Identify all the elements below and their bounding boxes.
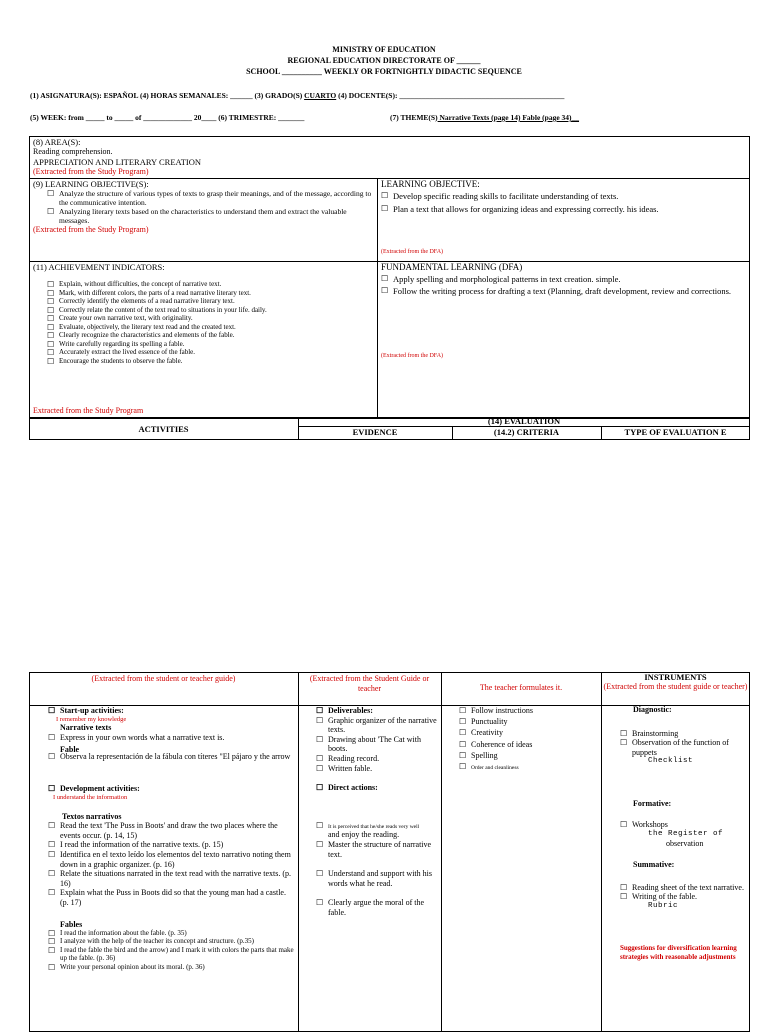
checkbox-icon: ☐ xyxy=(381,286,389,296)
list-item: ☐ Analyze the structure of various types of texts to grasp their meanings, and of the message, according to the communicative intention. xyxy=(47,189,372,208)
grade-value: CUARTO xyxy=(304,91,337,100)
checkbox-icon: ☐ xyxy=(48,732,56,742)
list-item: ☐ Write your personal opinion about its moral. (p. 36) xyxy=(48,962,205,972)
list-item: ☐ Observa la representación de la fábula con títeres "El pájaro y the arrow xyxy=(48,751,291,761)
fundamental-label: FUNDAMENTAL LEARNING (DFA) xyxy=(381,262,523,272)
list-item: ☐ Read the text 'The Puss in Boots' and draw the two places where the events occur. (p. 14, 15) xyxy=(48,821,278,840)
col-divider xyxy=(298,672,299,1032)
checkbox-icon: ☐ xyxy=(47,331,55,341)
checkbox-icon: ☐ xyxy=(381,203,389,213)
list-item: ☐ Apply spelling and morphological patterns in text creation. simple. xyxy=(381,273,621,284)
evaluation-header: (14) EVALUATION xyxy=(487,416,561,426)
learning-objective-dfa-list xyxy=(381,190,747,216)
development-label: ☐ Development activities: xyxy=(48,784,140,794)
checkbox-icon: ☐ xyxy=(47,288,55,298)
list-item: ☐ Observation of the function of puppets xyxy=(620,738,729,757)
learning-objective-label: (9) LEARNING OBJECTIVE(S): xyxy=(33,179,149,189)
area-source: (Extracted from the Study Program) xyxy=(33,166,149,176)
list-item: ☐ Follow the writing process for drafting a text (Planning, draft development, review and corrections. xyxy=(381,286,732,297)
checkbox-icon: ☐ xyxy=(316,839,324,849)
activities-column xyxy=(48,706,296,971)
checkbox-icon: ☐ xyxy=(459,706,467,715)
criteria-column xyxy=(459,705,599,773)
theme-value: Narrative Texts (page 14) Fable (page 34)__ xyxy=(437,113,580,122)
instruments-source: (Extracted from the student guide or teacher) xyxy=(603,682,748,692)
list-item: ☐ Clearly argue the moral of the fable. xyxy=(316,898,425,917)
checkbox-icon: ☐ xyxy=(316,763,324,773)
checkbox-icon: ☐ xyxy=(48,962,56,972)
learning-objective-source: (Extracted from the Study Program) xyxy=(33,225,149,235)
list-item: ☐ Master the structure of narrative text. xyxy=(316,839,432,859)
checkbox-icon: ☐ xyxy=(47,280,55,290)
checkbox-icon: ☐ xyxy=(47,339,55,349)
col-divider xyxy=(377,178,378,418)
list-item: ☐ Graphic organizer of the narrative texts. xyxy=(316,715,437,735)
area-line2: APPRECIATION AND LITERARY CREATION xyxy=(33,156,202,167)
checkbox-icon: ☐ xyxy=(316,783,324,793)
startup-sub: I remember my knowledge xyxy=(56,715,127,723)
checkbox-icon: ☐ xyxy=(47,322,55,332)
suggestions-note: Suggestions for diversification learning strategies with reasonable adjustments xyxy=(620,943,737,961)
list-item: ☐ Develop specific reading skills to facilitate understanding of texts. xyxy=(381,190,619,201)
checkbox-icon: ☐ xyxy=(620,892,628,902)
checkbox-icon: ☐ xyxy=(48,849,56,859)
checkbox-icon: ☐ xyxy=(620,882,628,892)
checkbox-icon: ☐ xyxy=(316,706,324,715)
list-item: ☐ Plan a text that allows for organizing ideas and expressing correctly. his ideas. xyxy=(381,203,659,214)
checkbox-icon: ☐ xyxy=(48,784,56,794)
list-item: ☐ It is perceived that he/she reads very well xyxy=(316,820,420,830)
list-item: ☐ Reading record. xyxy=(316,753,380,763)
checkbox-icon: ☐ xyxy=(48,945,56,955)
achievement-label: (11) ACHIEVEMENT INDICATORS: xyxy=(33,262,165,272)
list-item: ☐ Correctly relate the content of the text read to situations in your life. daily. xyxy=(47,305,267,315)
list-item: ☐ Create your own narrative text, with originality. xyxy=(47,314,193,324)
list-item: ☐ Accurately extract the lived essence of the fable. xyxy=(47,348,196,358)
checkbox-icon: ☐ xyxy=(459,728,467,738)
achievement-section xyxy=(33,262,375,417)
instruments-title: INSTRUMENTS xyxy=(644,672,707,682)
checkbox-icon: ☐ xyxy=(316,753,324,763)
checkbox-icon: ☐ xyxy=(316,820,324,830)
checkbox-icon: ☐ xyxy=(316,715,324,725)
observation-label: observation xyxy=(666,838,704,848)
list-item: ☐ I read the fable the bird and the arrow) and I mark it with colors the parts that make up the fable. (p. 36) xyxy=(48,945,294,963)
area-section xyxy=(33,137,373,177)
list-item: ☐ Follow instructions xyxy=(459,706,534,715)
list-item: ☐ Mark, with different colors, the parts of a read narrative literary text. xyxy=(47,288,251,298)
textos-title: Textos narrativos xyxy=(62,811,122,821)
list-item: ☐ Analyzing literary texts based on the characteristics to understand them and extract the valuable messages. xyxy=(47,207,347,226)
activities-source: (Extracted from the student or teacher guide) xyxy=(91,674,236,683)
checkbox-icon: ☐ xyxy=(48,840,56,850)
evidence-column xyxy=(316,706,439,918)
info-line-subject xyxy=(30,91,564,100)
checkbox-icon: ☐ xyxy=(48,706,56,715)
checkbox-icon: ☐ xyxy=(47,297,55,307)
summative-label: Summative: xyxy=(633,860,675,870)
list-item: ☐ Drawing about 'The Cat with boots. xyxy=(316,734,421,754)
instruments-column xyxy=(620,705,748,961)
info-line-week: (5) WEEK: from _____ to _____ of _____________ 20____ (6) TRIMESTRE: _______ xyxy=(30,113,305,122)
checkbox-icon: ☐ xyxy=(48,929,56,939)
checkbox-icon: ☐ xyxy=(48,821,56,831)
teacher-label: (4) DOCENTE(S): ____________________________________________ xyxy=(336,91,565,100)
list-item: ☐ Writing of the fable. xyxy=(620,892,697,902)
list-item: ☐ Explain, without difficulties, the concept of narrative text. xyxy=(47,280,222,290)
formative-label: Formative: xyxy=(633,799,672,809)
list-item: ☐ Clearly recognize the characteristics and elements of the fable. xyxy=(47,331,235,341)
instruments-header-cell xyxy=(601,672,750,692)
deliverables-label: ☐ Deliverables: xyxy=(316,706,373,715)
checkbox-icon: ☐ xyxy=(620,819,628,829)
activities-header: ACTIVITIES xyxy=(138,424,189,434)
checkbox-icon: ☐ xyxy=(47,348,55,358)
list-item: ☐ Correctly identify the elements of a read narrative literary text. xyxy=(47,297,235,307)
subject-hours-label: (1) ASIGNATURA(S): ESPAÑOL (4) HORAS SEMANALES: ______ (3) GRADO(S) xyxy=(30,91,305,100)
list-item: ☐ Relate the situations narrated in the text read with the narrative texts. (p. 16) xyxy=(48,869,292,888)
list-item: ☐ Encourage the students to observe the fable. xyxy=(47,356,183,366)
checkbox-icon: ☐ xyxy=(316,898,324,908)
checkbox-icon: ☐ xyxy=(620,738,628,748)
rubric-label: Rubric xyxy=(648,901,679,910)
list-item: ☐ Written fable. xyxy=(316,763,373,773)
direct-actions-label: ☐ Direct actions: xyxy=(316,783,378,793)
evidence-header: EVIDENCE xyxy=(352,427,398,437)
learning-objective-dfa-source: (Extracted from the DFA) xyxy=(381,249,444,255)
checkbox-icon: ☐ xyxy=(381,190,389,200)
checkbox-icon: ☐ xyxy=(48,751,56,761)
development-sub: I understand the information xyxy=(53,793,128,801)
fable-list xyxy=(48,929,296,971)
list-item: ☐ Write carefully regarding its spelling a fable. xyxy=(47,339,185,349)
col-divider xyxy=(601,672,602,1032)
checkbox-icon: ☐ xyxy=(316,734,324,744)
directorate-title: REGIONAL EDUCATION DIRECTORATE OF ______ xyxy=(287,56,481,65)
checkbox-icon: ☐ xyxy=(48,869,56,879)
list-item: ☐ Explain what the Puss in Boots did so that the young man had a castle. (p. 17) xyxy=(48,888,286,907)
checkbox-icon: ☐ xyxy=(47,314,55,324)
info-line-theme xyxy=(390,113,579,122)
list-item: ☐ Understand and support with his words what he read. xyxy=(316,869,432,888)
checkbox-icon: ☐ xyxy=(620,728,628,738)
list-item: ☐ I read the information of the narrative texts. (p. 15) xyxy=(48,840,224,850)
diagnostic-list xyxy=(620,729,748,758)
list-item: ☐ Spelling xyxy=(459,750,498,760)
sequence-title: SCHOOL __________ WEEKLY OR FORTNIGHTLY DIDACTIC SEQUENCE xyxy=(246,67,522,76)
area-label: (8) AREA(S): xyxy=(33,137,81,147)
checkbox-icon: ☐ xyxy=(47,189,55,199)
checkbox-icon: ☐ xyxy=(459,761,467,771)
learning-objective-dfa-label: LEARNING OBJECTIVE: xyxy=(381,179,480,189)
ministry-title: MINISTRY OF EDUCATION xyxy=(332,45,436,54)
checkbox-icon: ☐ xyxy=(381,273,389,283)
list-item: ☐ Brainstorming xyxy=(620,728,679,738)
list-item: ☐ I analyze with the help of the teacher its concept and structure. (p.35) xyxy=(48,937,254,947)
checkbox-icon: ☐ xyxy=(459,739,467,749)
fundamental-section xyxy=(381,262,747,417)
narrative-title: Narrative texts xyxy=(60,723,112,733)
fables-title: Fables xyxy=(60,919,83,929)
criteria-header: (14.2) CRITERIA xyxy=(493,427,560,437)
checkbox-icon: ☐ xyxy=(316,869,324,879)
register-label: the Register of xyxy=(648,829,724,838)
checkbox-icon: ☐ xyxy=(459,750,467,760)
col-divider xyxy=(441,672,442,1032)
learning-objective-section xyxy=(33,179,373,235)
list-item: ☐ Identifica en el texto leído los elementos del texto narrativo noting them down in a graphic organizer. (p. 16) xyxy=(48,849,291,869)
learning-objective-list xyxy=(33,189,373,225)
checkbox-icon: ☐ xyxy=(459,717,467,727)
list-item: ☐ Creativity xyxy=(459,728,503,738)
evaluation-type-header: TYPE OF EVALUATION E xyxy=(624,427,727,437)
theme-label: (7) THEME(S) xyxy=(390,113,438,122)
list-item: ☐ Express in your own words what a narrative text is. xyxy=(48,732,225,742)
achievement-list xyxy=(33,280,375,365)
list-item: ☐ Evaluate, objectively, the literary text read and the created text. xyxy=(47,322,236,332)
criteria-source: The teacher formulates it. xyxy=(479,683,563,692)
list-item: ☐ Reading sheet of the text narrative. xyxy=(620,882,744,892)
list-item: ☐ I read the information about the fable. (p. 35) xyxy=(48,929,187,939)
learning-objective-dfa-section xyxy=(381,179,747,261)
list-item: ☐ Coherence of ideas xyxy=(459,739,533,749)
area-line1: Reading comprehension. xyxy=(33,147,113,157)
direct-actions-cont: and enjoy the reading. xyxy=(328,830,400,840)
fable-title: Fable xyxy=(60,745,80,754)
fundamental-list xyxy=(381,273,747,298)
checkbox-icon: ☐ xyxy=(48,937,56,947)
checklist-label: Checklist xyxy=(648,757,694,766)
checkbox-icon: ☐ xyxy=(47,305,55,315)
checkbox-icon: ☐ xyxy=(47,207,55,217)
achievement-source: Extracted from the Study Program xyxy=(33,406,144,416)
fundamental-source: (Extracted from the DFA) xyxy=(381,353,444,359)
list-item: ☐ Punctuality xyxy=(459,717,508,727)
checkbox-icon: ☐ xyxy=(48,888,56,898)
list-item: ☐ Workshops xyxy=(620,819,668,829)
startup-label: ☐ Start-up activities: xyxy=(48,706,124,715)
checkbox-icon: ☐ xyxy=(47,356,55,366)
evidence-source: (Extracted from the Student Guide or teacher xyxy=(309,674,430,693)
diagnostic-label: Diagnostic: xyxy=(633,705,672,714)
list-item: ☐ Order and cleanliness xyxy=(459,761,519,771)
